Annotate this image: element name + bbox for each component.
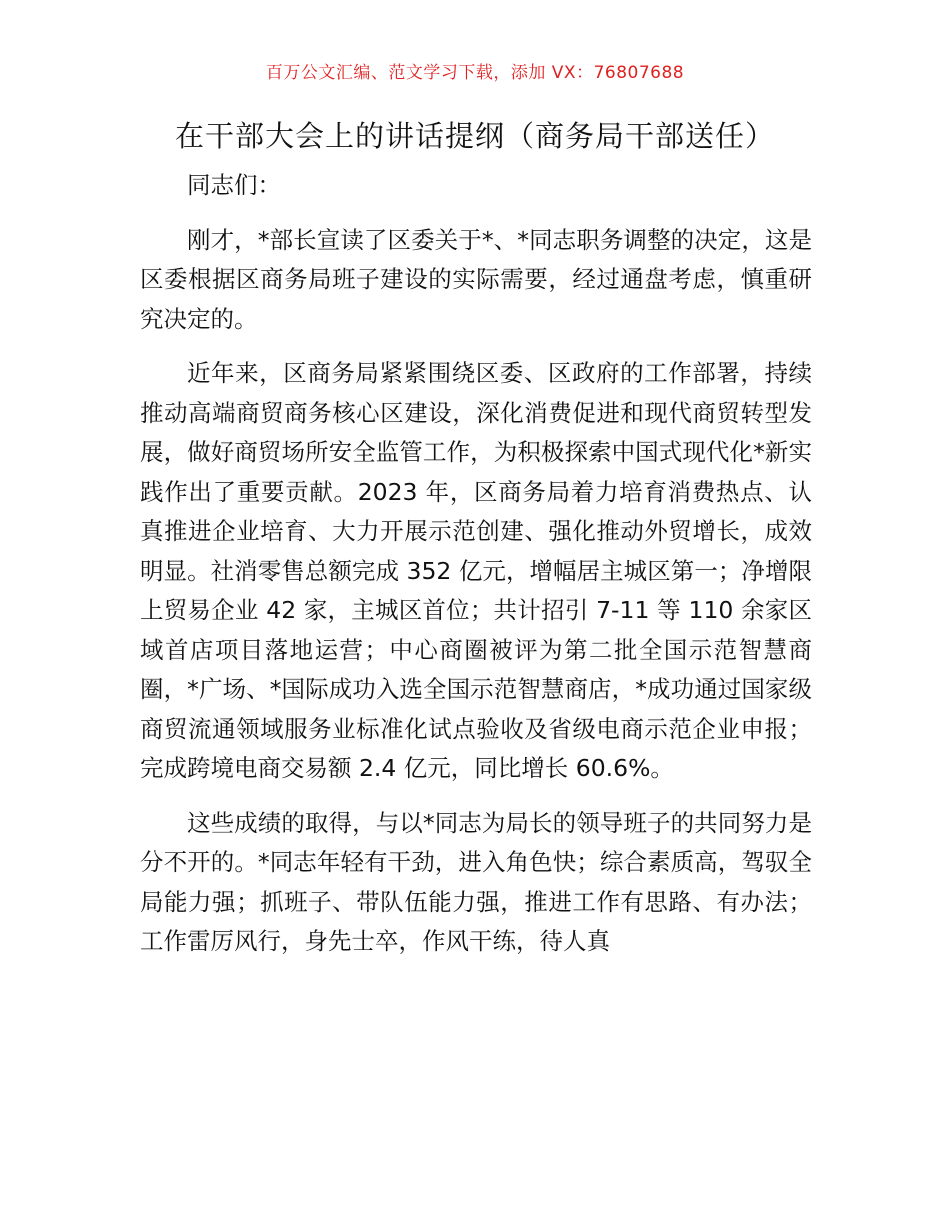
paragraph: 近年来，区商务局紧紧围绕区委、区政府的工作部署，持续推动高端商贸商务核心区建设，深化消费促进和现代商贸转型发展，做好商贸场所安全监管工作，为积极探索中国式现代化*新实践作出了重要贡献。2023 年，区商务局着力培育消费热点、认真推进企业培育、大力开展示范创建、强化推动外贸增长，成效明显。社消零售总额完成 352 亿元，增幅居主城区第一；净增限上贸易企业 42 家，主城区首位；共计招引 7-11 等 110 余家区域首店项目落地运营；中心商圈被评为第二批全国示范智慧商圈，*广场、*国际成功入选全国示范智慧商店，*成功通过国家级商贸流通领域服务业标准化试点验收及省级电商示范企业申报；完成跨境电商交易额 2.4 亿元，同比增长 60.6%。 bbox=[140, 359, 812, 782]
document-body bbox=[140, 166, 812, 977]
salutation: 同志们： bbox=[187, 171, 281, 199]
header-watermark-note: 百万公文汇编、范文学习下载，添加 VX：76807688 bbox=[265, 63, 685, 83]
paragraph: 这些成绩的取得，与以*同志为局长的领导班子的共同努力是分不开的。*同志年轻有干劲，进入角色快；综合素质高，驾驭全局能力强；抓班子、带队伍能力强，推进工作有思路、有办法；工作雷厉风行，身先士卒，作风干练，待人真 bbox=[140, 808, 812, 955]
document-title: 在干部大会上的讲话提纲（商务局干部送任） bbox=[174, 119, 775, 153]
paragraph: 刚才，*部长宣读了区委关于*、*同志职务调整的决定，这是区委根据区商务局班子建设的实际需要，经过通盘考虑，慎重研究决定的。 bbox=[140, 225, 812, 333]
